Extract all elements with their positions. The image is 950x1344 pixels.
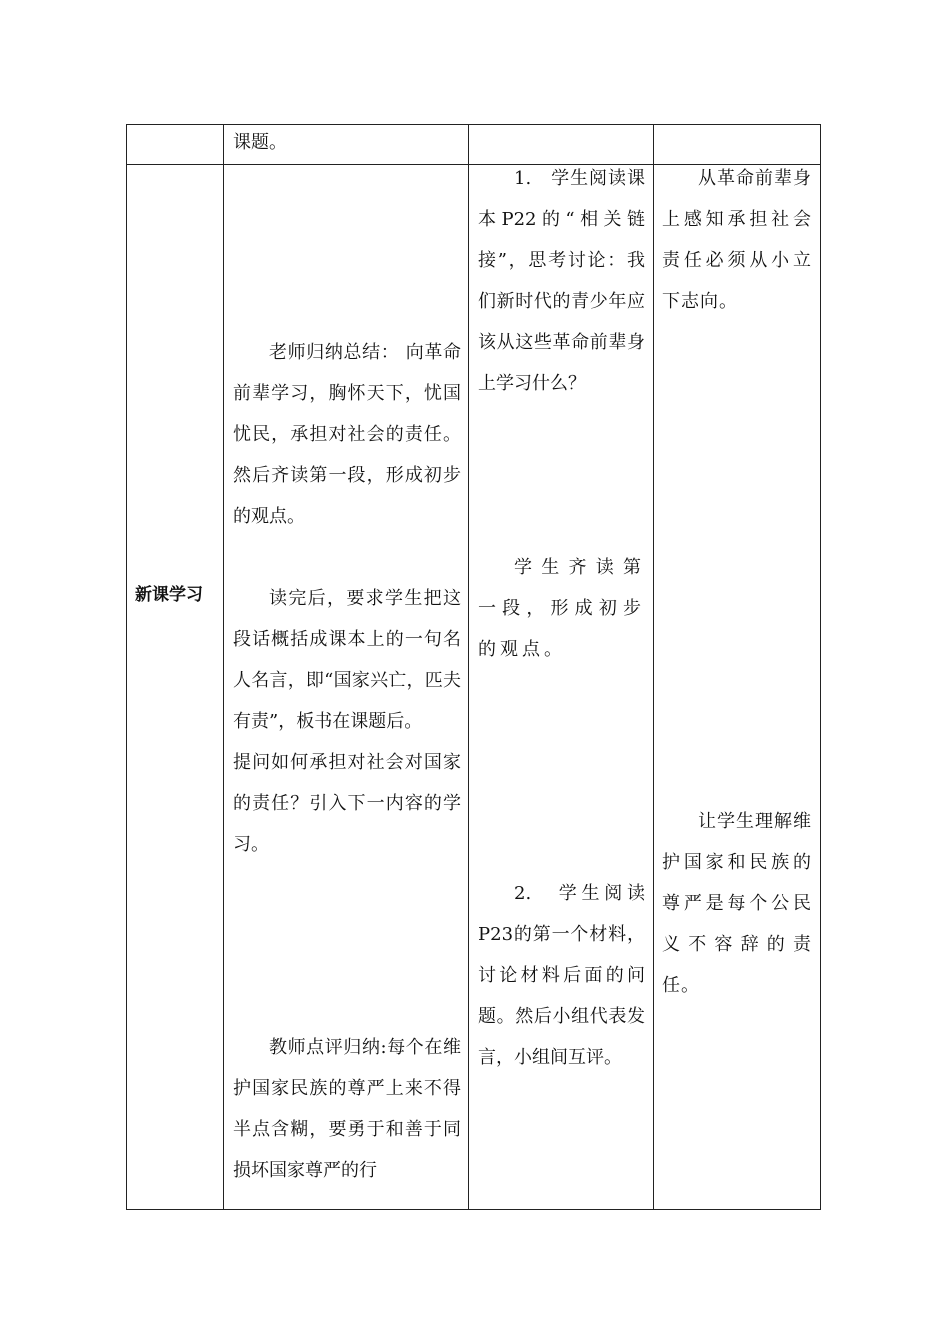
teacher-activity-cell [233, 332, 461, 865]
student-activity-cell [478, 158, 645, 404]
teacher-activity-cell-lower [233, 1027, 461, 1191]
top-row-teacher-cell [233, 122, 461, 163]
intent-paragraph-2: 让学生理解维护国家和民族的尊严是每个公民义不容辞的责任。 [662, 811, 812, 996]
stage-label: 新课学习 [135, 585, 203, 605]
teacher-paragraph-4: 教师点评归纳:每个在维护国家民族的尊严上来不得半点含糊，要勇于和善于同损坏国家尊严的行 [233, 1037, 461, 1181]
column-divider-3 [653, 124, 654, 1210]
student-paragraph-3: 2. 学生阅读P23的第一个材料，讨论材料后面的问题。然后小组代表发言，小组间互评。 [478, 883, 645, 1068]
teacher-paragraph-2: 读完后，要求学生把这段话概括成课本上的一句名人名言，即“国家兴亡，匹夫有责”，板书在课题后。 [233, 588, 461, 732]
top-row-teacher-text: 课题。 [233, 132, 287, 153]
design-intent-cell-lower [662, 801, 812, 1006]
student-paragraph-1: 1. 学生阅读课本P22的“相关链接”，思考讨论：我们新时代的青少年应该从这些革命前辈身上学习什么？ [478, 168, 645, 394]
table-bottom-border [126, 1209, 821, 1210]
student-activity-cell-lower [478, 873, 645, 1078]
column-divider-1 [223, 124, 224, 1210]
student-activity-cell-mid [478, 547, 645, 670]
column-divider-2 [468, 124, 469, 1210]
teacher-paragraph-3: 提问如何承担对社会对国家的责任？引入下一内容的学习。 [233, 752, 461, 855]
table-left-border [126, 124, 127, 1210]
table-top-border [126, 124, 821, 125]
design-intent-cell [662, 158, 812, 322]
table-right-border [820, 124, 821, 1210]
intent-paragraph-1: 从革命前辈身上感知承担社会责任必须从小立下志向。 [662, 168, 812, 312]
teacher-paragraph-1: 老师归纳总结： 向革命前辈学习，胸怀天下，忧国忧民，承担对社会的责任。然后齐读第一段，形成初步的观点。 [233, 342, 461, 527]
student-paragraph-2: 学生齐读第一段，形成初步的观点。 [478, 557, 645, 660]
